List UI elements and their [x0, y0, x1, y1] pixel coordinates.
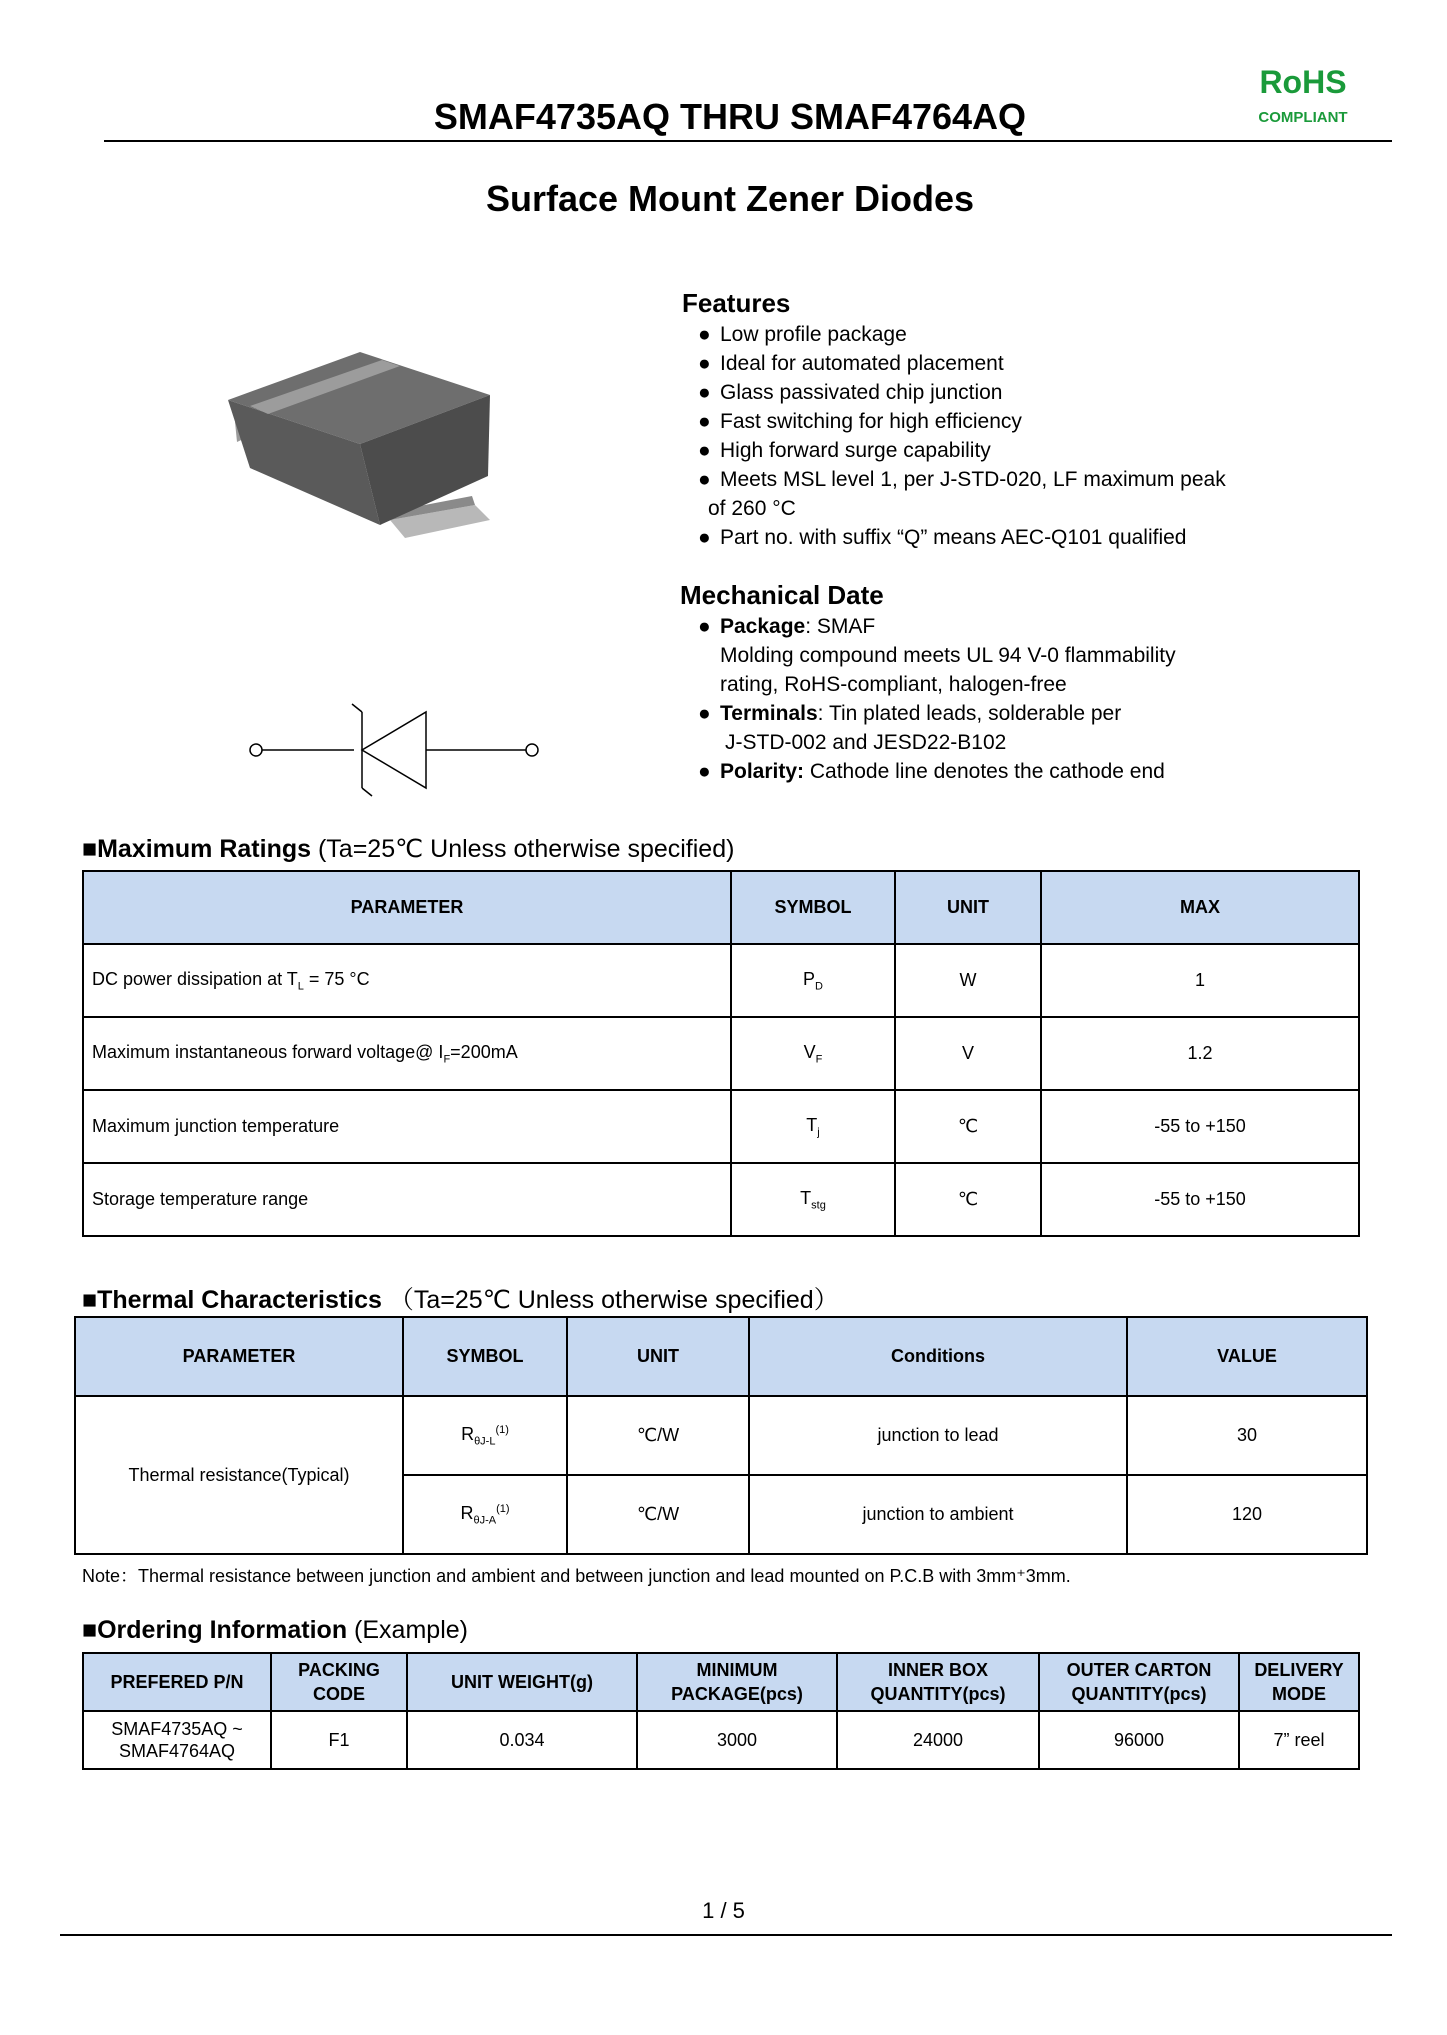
thermal-table: [74, 1316, 1368, 1555]
table-header-row: [83, 1653, 1359, 1711]
list-item: ● Part no. with suffix “Q” means AEC-Q101 qualified: [698, 526, 1187, 549]
table-header-row: [75, 1317, 1367, 1396]
cell-outer-carton: 96000: [1039, 1711, 1239, 1769]
header-part-number: PREFERED P/N: [83, 1653, 271, 1711]
header-parameter: PARAMETER: [75, 1317, 403, 1396]
cell-symbol: $V_F$: [731, 1017, 895, 1090]
list-item: of 260 °C: [708, 497, 796, 520]
cell-symbol: $T_j$: [731, 1090, 895, 1163]
cell-unit: ℃/W: [567, 1475, 749, 1554]
cell-unit: ℃/W: [567, 1396, 749, 1475]
cell-symbol: $P_D$: [731, 944, 895, 1017]
cell-unit: V: [895, 1017, 1041, 1090]
list-item: ● Ideal for automated placement: [698, 352, 1004, 375]
thermal-heading: ■Thermal Characteristics （Ta=25℃ Unless otherwise specified）: [82, 1286, 839, 1314]
document-subtitle: Surface Mount Zener Diodes: [485, 178, 975, 219]
header-minimum-package: MINIMUM PACKAGE(pcs): [637, 1653, 837, 1711]
cell-value: 30: [1127, 1396, 1367, 1475]
cell-delivery-mode: 7” reel: [1239, 1711, 1359, 1769]
cell-symbol: $R_{\theta J-L}^{(1)}$: [403, 1396, 567, 1475]
header-symbol: SYMBOL: [731, 871, 895, 944]
list-item: ● Polarity: Cathode line denotes the cathode end: [698, 760, 1165, 783]
rohs-label: RoHS: [1259, 64, 1347, 100]
list-item: ● Glass passivated chip junction: [698, 381, 1003, 404]
cell-max: 1: [1041, 944, 1359, 1017]
table-row: [83, 1017, 1359, 1090]
cell-inner-box: 24000: [837, 1711, 1039, 1769]
list-item: ● Meets MSL level 1, per J-STD-020, LF maximum peak: [698, 468, 1226, 491]
table-row: [83, 944, 1359, 1017]
cell-parameter: Thermal resistance(Typical): [75, 1396, 403, 1554]
table-row: [83, 1711, 1359, 1769]
cell-parameter: Maximum junction temperature: [83, 1090, 731, 1163]
header-unit: UNIT: [567, 1317, 749, 1396]
header-packing-code: PACKING CODE: [271, 1653, 407, 1711]
header-outer-carton: OUTER CARTON QUANTITY(pcs): [1039, 1653, 1239, 1711]
cell-symbol: $T_{stg}$: [731, 1163, 895, 1236]
cell-parameter: Storage temperature range: [83, 1163, 731, 1236]
package-illustration: [220, 340, 520, 570]
table-row: [83, 1163, 1359, 1236]
cell-parameter: DC power dissipation at $T_L = 75$ °C: [83, 944, 731, 1017]
list-item: ● Terminals: Tin plated leads, solderable per: [698, 702, 1122, 725]
cell-part-number: SMAF4735AQ ~ SMAF4764AQ: [83, 1711, 271, 1769]
cell-max: 1.2: [1041, 1017, 1359, 1090]
list-item: ● High forward surge capability: [698, 439, 991, 462]
max-ratings-heading: ■Maximum Ratings (Ta=25℃ Unless otherwise specified): [82, 835, 735, 863]
cell-max: -55 to +150: [1041, 1163, 1359, 1236]
cell-max: -55 to +150: [1041, 1090, 1359, 1163]
mechanical-heading: Mechanical Date: [680, 580, 884, 610]
header-unit: UNIT: [895, 871, 1041, 944]
thermal-note: Note：Thermal resistance between junction and ambient and between junction and lead mounted on P.C.B with 3mm⁺3mm.: [82, 1566, 1071, 1586]
list-item: rating, RoHS-compliant, halogen-free: [720, 673, 1067, 696]
list-item: J-STD-002 and JESD22-B102: [725, 731, 1007, 754]
cell-condition: junction to ambient: [749, 1475, 1127, 1554]
cell-symbol: $R_{\theta J-A}^{(1)}$: [403, 1475, 567, 1554]
footer-rule: [60, 1934, 1392, 1936]
table-row: [75, 1396, 1367, 1475]
cell-condition: junction to lead: [749, 1396, 1127, 1475]
list-item: Molding compound meets UL 94 V-0 flammability: [720, 644, 1176, 667]
header-delivery-mode: DELIVERY MODE: [1239, 1653, 1359, 1711]
max-ratings-table: [82, 870, 1360, 1237]
features-heading: Features: [682, 288, 791, 318]
header-inner-box: INNER BOX QUANTITY(pcs): [837, 1653, 1039, 1711]
header-symbol: SYMBOL: [403, 1317, 567, 1396]
cell-minimum-package: 3000: [637, 1711, 837, 1769]
cell-unit-weight: 0.034: [407, 1711, 637, 1769]
ordering-table: [82, 1652, 1360, 1770]
list-item: ● Package: SMAF: [698, 615, 876, 638]
cell-unit: ℃: [895, 1163, 1041, 1236]
header-max: MAX: [1041, 871, 1359, 944]
ordering-heading: ■Ordering Information (Example): [82, 1616, 468, 1644]
cell-unit: ℃: [895, 1090, 1041, 1163]
cell-packing-code: F1: [271, 1711, 407, 1769]
header-conditions: Conditions: [749, 1317, 1127, 1396]
header-rule: [104, 140, 1392, 142]
mechanical-list: [698, 612, 1176, 786]
cell-value: 120: [1127, 1475, 1367, 1554]
list-item: ● Fast switching for high efficiency: [698, 410, 1022, 433]
table-header-row: [83, 871, 1359, 944]
header-parameter: PARAMETER: [83, 871, 731, 944]
list-item: ● Low profile package: [698, 323, 907, 346]
cell-unit: W: [895, 944, 1041, 1017]
table-row: [83, 1090, 1359, 1163]
cell-parameter: Maximum instantaneous forward voltage@ $I_F=200mA$: [83, 1017, 731, 1090]
zener-diode-symbol: [244, 700, 544, 800]
features-list: [698, 320, 1226, 552]
header-value: VALUE: [1127, 1317, 1367, 1396]
document-title: SMAF4735AQ THRU SMAF4764AQ: [433, 96, 1027, 137]
page-number: 1 / 5: [702, 1898, 745, 1923]
header-unit-weight: UNIT WEIGHT(g): [407, 1653, 637, 1711]
rohs-compliant: COMPLIANT: [1258, 109, 1348, 126]
